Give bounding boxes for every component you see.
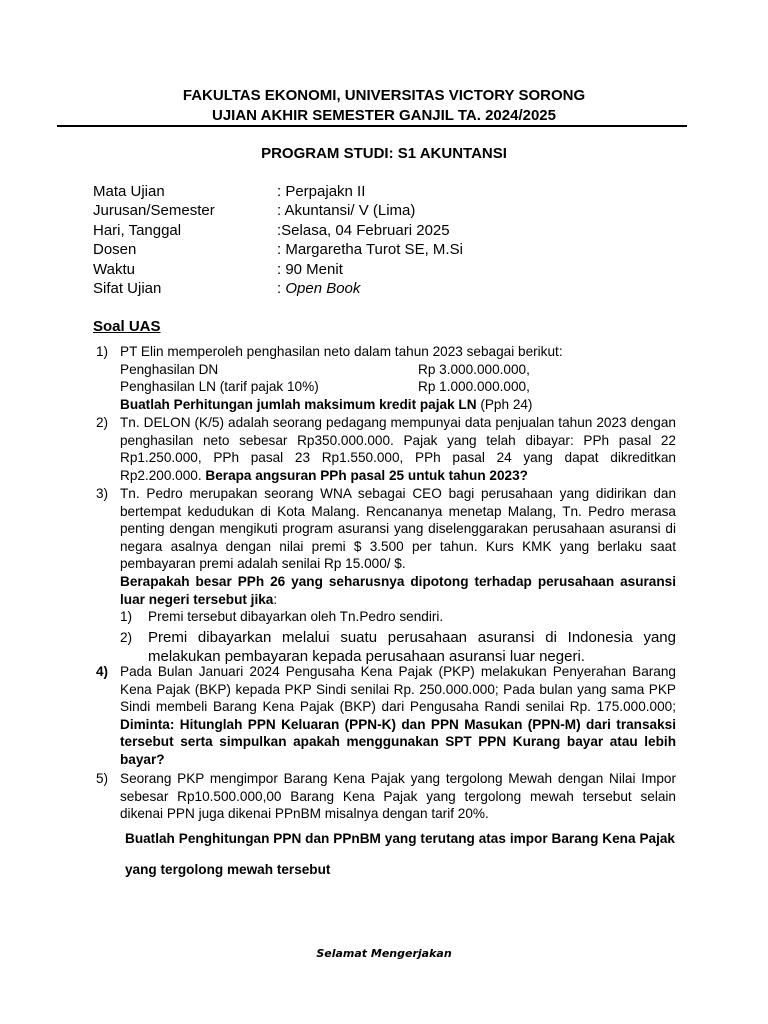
program-title: PROGRAM STUDI: S1 AKUNTANSI <box>261 145 507 162</box>
exam-title: UJIAN AKHIR SEMESTER GANJIL TA. 2024/2025 <box>212 107 556 124</box>
question-text: PT Elin memperoleh penghasilan neto dalam tahun 2023 sebagai berikut: <box>120 344 563 359</box>
info-label: Hari, Tanggal <box>93 221 182 239</box>
exam-info <box>93 182 463 298</box>
sub-question-number: 2) <box>120 629 133 645</box>
question-number: 4) <box>96 664 109 679</box>
faculty-title: FAKULTAS EKONOMI, UNIVERSITAS VICTORY SORONG <box>182 87 586 104</box>
question-note: (Pph 24) <box>476 396 533 412</box>
question-number: 5) <box>96 771 109 786</box>
income-row <box>120 361 676 379</box>
info-label: Waktu <box>93 260 135 278</box>
question-text: Tn. Pedro merupakan seorang WNA sebagai CEO bagi perusahaan yang didirikan dan bertempat kedudukan di Kota Malang. Rencananya menetap Malang, Tn. Pedro merasa penting dengan mengikuti program asuransi yang diselenggarakan perusahaan asuransi di negara asalnya dengan nilai premi $ 3.500 per tahun. Kurs KMK yang berlaku saat pembayaran premi adalah senilai Rp 15.000/ $. <box>120 486 676 572</box>
document-header <box>0 86 768 126</box>
section-title: Soal UAS <box>93 318 161 335</box>
question-2 <box>96 414 676 484</box>
info-label: Dosen <box>93 241 137 259</box>
info-value: :Selasa, 04 Februari 2025 <box>277 221 450 239</box>
info-value: : Margaretha Turot SE, M.Si <box>277 241 463 259</box>
question-text: Seorang PKP mengimpor Barang Kena Pajak yang tergolong Mewah dengan Nilai Impor sebesar Rp10.500.000,00 Barang Kena Pajak yang tergolong mewah tersebut selain dikenai PPN juga dikenai PPnBM misalnya dengan tarif 20%. <box>120 771 676 822</box>
income-value: Rp 1.000.000.000, <box>418 379 530 395</box>
info-value: : 90 Menit <box>277 260 343 278</box>
question-text: Pada Bulan Januari 2024 Pengusaha Kena Pajak (PKP) melakukan Penyerahan Barang Kena Pajak (BKP) kepada PKP Sindi senilai Rp. 250.000.000; Pada bulan yang sama PKP Sindi membeli Barang Kena Pajak (BKP) dari Pengusaha Randi senilai Rp. 175.000.000; <box>120 664 676 715</box>
info-row-lecturer <box>93 240 463 259</box>
question-4 <box>96 663 676 769</box>
question-instruction: Berapakah besar PPh 26 yang seharusnya dipotong terhadap perusahaan asuransi luar negeri tersebut jika <box>120 573 676 607</box>
question-text: Tn. DELON (K/5) adalah seorang pedagang mempunyai data penjualan tahun 2023 dengan penghasilan neto sebesar Rp350.000.000. Pajak yang telah dibayar: PPh pasal 22 Rp1.250.000, PPh pasal 23 Rp1.550.000, PPh pasal 24 yang dapat dikreditkan Rp2.200.000. <box>120 415 676 483</box>
question-1 <box>96 343 676 413</box>
question-instruction: Buatlah Penghitungan PPN dan PPnBM yang terutang atas impor Barang Kena Pajak yang tergolong mewah tersebut <box>125 831 675 877</box>
sub-question-2 <box>120 628 676 666</box>
income-value: Rp 3.000.000.000, <box>418 361 530 377</box>
question-number: 1) <box>96 344 109 359</box>
question-colon: : <box>273 591 278 607</box>
sub-question-1 <box>120 608 676 626</box>
info-value: : Akuntansi/ V (Lima) <box>277 202 416 220</box>
question-number: 3) <box>96 486 109 501</box>
income-row <box>120 378 676 396</box>
header-divider <box>57 125 687 127</box>
sub-question-number: 1) <box>120 609 133 625</box>
question-3 <box>96 485 676 666</box>
info-label: Sifat Ujian <box>93 279 162 297</box>
question-instruction: Berapa angsuran PPh pasal 25 untuk tahun 2023? <box>205 467 528 483</box>
info-value: : Perpajakn II <box>277 183 366 200</box>
income-label: Penghasilan LN (tarif pajak 10%) <box>120 379 319 395</box>
info-value: Open Book <box>285 279 361 297</box>
sub-question-text: Premi tersebut dibayarkan oleh Tn.Pedro sendiri. <box>148 609 444 625</box>
question-instruction: Buatlah Perhitungan jumlah maksimum kredit pajak LN <box>120 396 477 412</box>
question-number: 2) <box>96 415 109 430</box>
info-row-subject <box>93 182 463 201</box>
income-label: Penghasilan DN <box>120 361 219 377</box>
question-instruction: Diminta: Hitunglah PPN Keluaran (PPN-K) dan PPN Masukan (PPN-M) dari transaksi tersebut serta simpulkan apakah menggunakan SPT PPN Kurang bayar atau lebih bayar? <box>120 716 676 767</box>
info-row-duration <box>93 260 463 279</box>
sub-question-text: Premi dibayarkan melalui suatu perusahaan asuransi di Indonesia yang melakukan pembayaran kepada perusahaan asuransi luar negeri. <box>148 628 676 665</box>
info-row-department <box>93 201 463 220</box>
info-label: Jurusan/Semester <box>93 202 215 220</box>
info-row-date <box>93 221 463 240</box>
info-label: Mata Ujian <box>93 183 165 200</box>
info-row-exam-type <box>93 279 463 298</box>
closing-message: Selamat Mengerjakan <box>316 947 452 960</box>
question-5 <box>96 770 676 823</box>
info-value-prefix: : <box>277 279 286 297</box>
